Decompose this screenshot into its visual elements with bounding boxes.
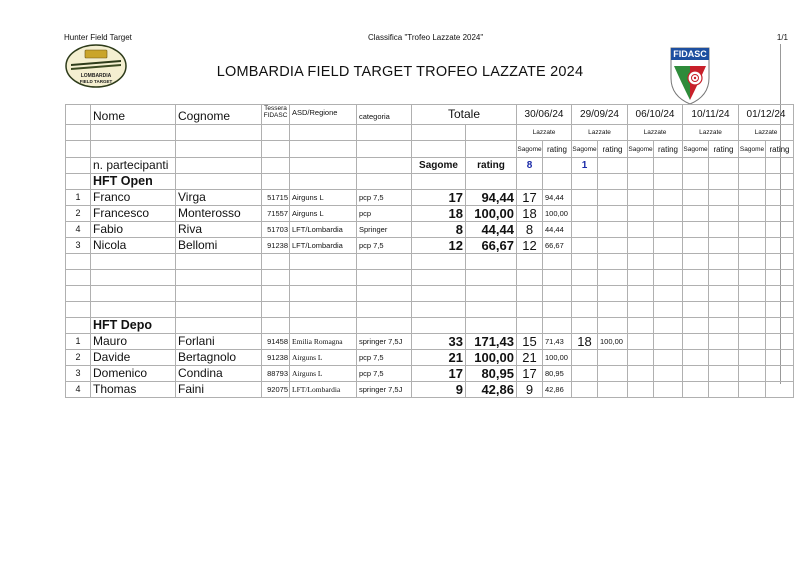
section-title: HFT Depo <box>91 318 176 334</box>
total-rating: 66,67 <box>466 238 517 254</box>
empty-cell <box>683 238 709 254</box>
section-header-row <box>66 174 794 190</box>
event-1-rating: 71,43 <box>543 334 572 350</box>
event-2-rating: 100,00 <box>598 334 628 350</box>
position: 3 <box>66 366 91 382</box>
empty-cell <box>739 318 766 334</box>
sub-rating-1: rating <box>543 141 572 158</box>
first-name: Franco <box>91 190 176 206</box>
table-row <box>66 334 794 350</box>
venue-2: Lazzate <box>572 125 628 141</box>
venue-4: Lazzate <box>683 125 739 141</box>
asd-regione: LFT/Lombardia <box>290 382 357 398</box>
empty-cell <box>766 206 794 222</box>
sub-sagome-3: Sagome <box>628 141 654 158</box>
empty-cell <box>766 350 794 366</box>
header-left: Hunter Field Target <box>64 33 132 42</box>
page-number: 1/1 <box>776 33 788 42</box>
table-row <box>66 366 794 382</box>
empty-cell <box>739 350 766 366</box>
event-2-sagome <box>572 238 598 254</box>
empty-cell <box>654 382 683 398</box>
last-name: Forlani <box>176 334 262 350</box>
categoria: springer 7,5J <box>357 334 412 350</box>
empty-cell <box>683 350 709 366</box>
total-rating: 42,86 <box>466 382 517 398</box>
total-rating: 100,00 <box>466 350 517 366</box>
sub-sagome-4: Sagome <box>683 141 709 158</box>
empty-cell <box>766 222 794 238</box>
position: 2 <box>66 206 91 222</box>
position: 4 <box>66 222 91 238</box>
empty-cell <box>517 318 543 334</box>
empty-cell <box>654 334 683 350</box>
event-1-rating: 100,00 <box>543 206 572 222</box>
categoria: pcp 7,5 <box>357 350 412 366</box>
section-spacer <box>66 318 91 334</box>
first-name: Fabio <box>91 222 176 238</box>
empty-cell <box>739 190 766 206</box>
empty-cell <box>628 238 654 254</box>
empty-cell <box>262 174 290 190</box>
empty-cell <box>766 334 794 350</box>
empty-cell <box>654 206 683 222</box>
empty-cell <box>709 366 739 382</box>
empty-cell <box>766 174 794 190</box>
last-name: Virga <box>176 190 262 206</box>
total-rating: 44,44 <box>466 222 517 238</box>
empty-cell <box>654 174 683 190</box>
event-1-rating: 94,44 <box>543 190 572 206</box>
event-2-rating <box>598 366 628 382</box>
total-sagome: 33 <box>412 334 466 350</box>
sub-sagome-1: Sagome <box>517 141 543 158</box>
empty-cell <box>739 174 766 190</box>
subheader-row <box>66 141 794 158</box>
event-2-sagome <box>572 366 598 382</box>
table-row <box>66 222 794 238</box>
event-1-sagome: 17 <box>517 190 543 206</box>
empty-cell <box>628 174 654 190</box>
page-title: LOMBARDIA FIELD TARGET TROFEO LAZZATE 2024 <box>216 64 584 80</box>
event-1-sagome: 12 <box>517 238 543 254</box>
sub-sagome-5: Sagome <box>739 141 766 158</box>
empty-cell <box>766 238 794 254</box>
event-2-rating <box>598 190 628 206</box>
asd-regione: Airguns L <box>290 190 357 206</box>
table-row <box>66 350 794 366</box>
empty-cell <box>628 366 654 382</box>
spacer-row <box>66 270 794 286</box>
section-spacer <box>66 174 91 190</box>
event-1-rating: 42,86 <box>543 382 572 398</box>
empty-cell <box>709 350 739 366</box>
total-rating: 80,95 <box>466 366 517 382</box>
tessera: 51715 <box>262 190 290 206</box>
total-rating: 171,43 <box>466 334 517 350</box>
venue-row <box>66 125 794 141</box>
empty-cell <box>176 174 262 190</box>
asd-regione: Airguns L <box>290 366 357 382</box>
empty-cell <box>598 174 628 190</box>
empty-cell <box>628 382 654 398</box>
categoria: Springer <box>357 222 412 238</box>
event-1-rating: 100,00 <box>543 350 572 366</box>
sub-sagome-2: Sagome <box>572 141 598 158</box>
header-row <box>66 105 794 125</box>
empty-cell <box>766 190 794 206</box>
date-5: 01/12/24 <box>739 105 794 125</box>
position: 1 <box>66 334 91 350</box>
empty-cell <box>466 174 517 190</box>
empty-cell <box>766 318 794 334</box>
empty-cell <box>176 318 262 334</box>
empty-cell <box>709 238 739 254</box>
empty-cell <box>598 318 628 334</box>
venue-1: Lazzate <box>517 125 572 141</box>
empty-cell <box>709 382 739 398</box>
empty-cell <box>709 206 739 222</box>
svg-text:LOMBARDIA: LOMBARDIA <box>80 73 112 79</box>
empty-cell <box>739 238 766 254</box>
first-name: Domenico <box>91 366 176 382</box>
empty-cell <box>739 334 766 350</box>
empty-cell <box>683 382 709 398</box>
empty-cell <box>683 334 709 350</box>
tessera: 91458 <box>262 334 290 350</box>
event-2-rating <box>598 238 628 254</box>
last-name: Riva <box>176 222 262 238</box>
empty-cell <box>766 382 794 398</box>
empty-cell <box>357 318 412 334</box>
total-sagome: 18 <box>412 206 466 222</box>
position: 2 <box>66 350 91 366</box>
total-sagome: 17 <box>412 366 466 382</box>
svg-text:FIELD TARGET: FIELD TARGET <box>79 79 113 84</box>
ranking-table <box>65 104 794 398</box>
event-2-sagome <box>572 190 598 206</box>
empty-cell <box>654 190 683 206</box>
section-header-row <box>66 318 794 334</box>
sub-rating-3: rating <box>654 141 683 158</box>
categoria: pcp <box>357 206 412 222</box>
spacer-row <box>66 254 794 270</box>
empty-cell <box>709 334 739 350</box>
partecipanti-count-2: 1 <box>572 158 598 174</box>
empty-cell <box>412 318 466 334</box>
empty-cell <box>357 174 412 190</box>
empty-cell <box>654 318 683 334</box>
categoria: pcp 7,5 <box>357 190 412 206</box>
partecipanti-rating-label: rating <box>466 158 517 174</box>
position: 1 <box>66 190 91 206</box>
empty-cell <box>628 222 654 238</box>
col-nome: Nome <box>91 105 176 125</box>
asd-regione: LFT/Lombardia <box>290 222 357 238</box>
last-name: Bellomi <box>176 238 262 254</box>
event-1-sagome: 8 <box>517 222 543 238</box>
date-4: 10/11/24 <box>683 105 739 125</box>
venue-5: Lazzate <box>739 125 794 141</box>
empty-cell <box>654 350 683 366</box>
spacer-row <box>66 286 794 302</box>
col-cognome: Cognome <box>176 105 262 125</box>
empty-cell <box>739 366 766 382</box>
total-sagome: 12 <box>412 238 466 254</box>
empty-cell <box>628 206 654 222</box>
col-asd: ASD/Regione <box>290 105 357 125</box>
total-sagome: 8 <box>412 222 466 238</box>
empty-cell <box>709 174 739 190</box>
empty-cell <box>683 190 709 206</box>
event-2-rating <box>598 350 628 366</box>
col-totale: Totale <box>412 105 517 125</box>
last-name: Bertagnolo <box>176 350 262 366</box>
first-name: Davide <box>91 350 176 366</box>
event-1-rating: 80,95 <box>543 366 572 382</box>
asd-regione: Emilia Romagna <box>290 334 357 350</box>
first-name: Francesco <box>91 206 176 222</box>
total-rating: 94,44 <box>466 190 517 206</box>
event-2-rating <box>598 206 628 222</box>
sub-rating-5: rating <box>766 141 794 158</box>
tessera: 88793 <box>262 366 290 382</box>
event-2-rating <box>598 382 628 398</box>
first-name: Nicola <box>91 238 176 254</box>
empty-cell <box>683 206 709 222</box>
event-1-sagome: 18 <box>517 206 543 222</box>
partecipanti-row <box>66 158 794 174</box>
empty-cell <box>412 174 466 190</box>
empty-cell <box>290 174 357 190</box>
event-1-rating: 66,67 <box>543 238 572 254</box>
venue-3: Lazzate <box>628 125 683 141</box>
partecipanti-sagome-label: Sagome <box>412 158 466 174</box>
empty-cell <box>466 318 517 334</box>
empty-cell <box>739 222 766 238</box>
partecipanti-count-1: 8 <box>517 158 543 174</box>
col-tessera: Tessera FIDASC <box>262 105 290 125</box>
table-row <box>66 190 794 206</box>
asd-regione: Airguns L <box>290 350 357 366</box>
empty-cell <box>654 222 683 238</box>
empty-cell <box>739 382 766 398</box>
event-2-rating <box>598 222 628 238</box>
empty-cell <box>543 318 572 334</box>
event-2-sagome: 18 <box>572 334 598 350</box>
event-2-sagome <box>572 350 598 366</box>
table-row <box>66 382 794 398</box>
event-1-sagome: 15 <box>517 334 543 350</box>
event-2-sagome <box>572 382 598 398</box>
sub-rating-2: rating <box>598 141 628 158</box>
empty-cell <box>290 318 357 334</box>
empty-cell <box>709 318 739 334</box>
empty-cell <box>683 174 709 190</box>
tessera: 91238 <box>262 238 290 254</box>
date-2: 29/09/24 <box>572 105 628 125</box>
table-row <box>66 206 794 222</box>
date-3: 06/10/24 <box>628 105 683 125</box>
event-2-sagome <box>572 222 598 238</box>
asd-regione: Airguns L <box>290 206 357 222</box>
tessera: 92075 <box>262 382 290 398</box>
event-1-sagome: 17 <box>517 366 543 382</box>
empty-cell <box>517 174 543 190</box>
empty-cell <box>654 366 683 382</box>
first-name: Mauro <box>91 334 176 350</box>
asd-regione: LFT/Lombardia <box>290 238 357 254</box>
event-1-rating: 44,44 <box>543 222 572 238</box>
last-name: Monterosso <box>176 206 262 222</box>
empty-cell <box>262 318 290 334</box>
empty-cell <box>709 190 739 206</box>
empty-cell <box>543 174 572 190</box>
empty-cell <box>739 206 766 222</box>
header-center: Classifica "Trofeo Lazzate 2024" <box>368 33 484 42</box>
first-name: Thomas <box>91 382 176 398</box>
total-rating: 100,00 <box>466 206 517 222</box>
table-row <box>66 238 794 254</box>
empty-cell <box>709 222 739 238</box>
tessera: 51703 <box>262 222 290 238</box>
empty-cell <box>628 350 654 366</box>
position: 4 <box>66 382 91 398</box>
total-sagome: 17 <box>412 190 466 206</box>
empty-cell <box>572 318 598 334</box>
col-categoria: categoria <box>357 105 412 125</box>
position: 3 <box>66 238 91 254</box>
sub-rating-4: rating <box>709 141 739 158</box>
empty-cell <box>628 334 654 350</box>
total-sagome: 9 <box>412 382 466 398</box>
empty-cell <box>683 318 709 334</box>
empty-cell <box>572 174 598 190</box>
event-2-sagome <box>572 206 598 222</box>
categoria: springer 7,5J <box>357 382 412 398</box>
empty-cell <box>683 222 709 238</box>
partecipanti-label: n. partecipanti <box>91 158 176 174</box>
spacer-row <box>66 302 794 318</box>
event-1-sagome: 9 <box>517 382 543 398</box>
empty-cell <box>683 366 709 382</box>
empty-cell <box>766 366 794 382</box>
last-name: Faini <box>176 382 262 398</box>
event-1-sagome: 21 <box>517 350 543 366</box>
section-title: HFT Open <box>91 174 176 190</box>
empty-cell <box>654 238 683 254</box>
total-sagome: 21 <box>412 350 466 366</box>
categoria: pcp 7,5 <box>357 238 412 254</box>
last-name: Condina <box>176 366 262 382</box>
categoria: pcp 7,5 <box>357 366 412 382</box>
date-1: 30/06/24 <box>517 105 572 125</box>
tessera: 91238 <box>262 350 290 366</box>
empty-cell <box>628 190 654 206</box>
empty-cell <box>628 318 654 334</box>
svg-text:FIDASC: FIDASC <box>673 49 707 59</box>
tessera: 71557 <box>262 206 290 222</box>
